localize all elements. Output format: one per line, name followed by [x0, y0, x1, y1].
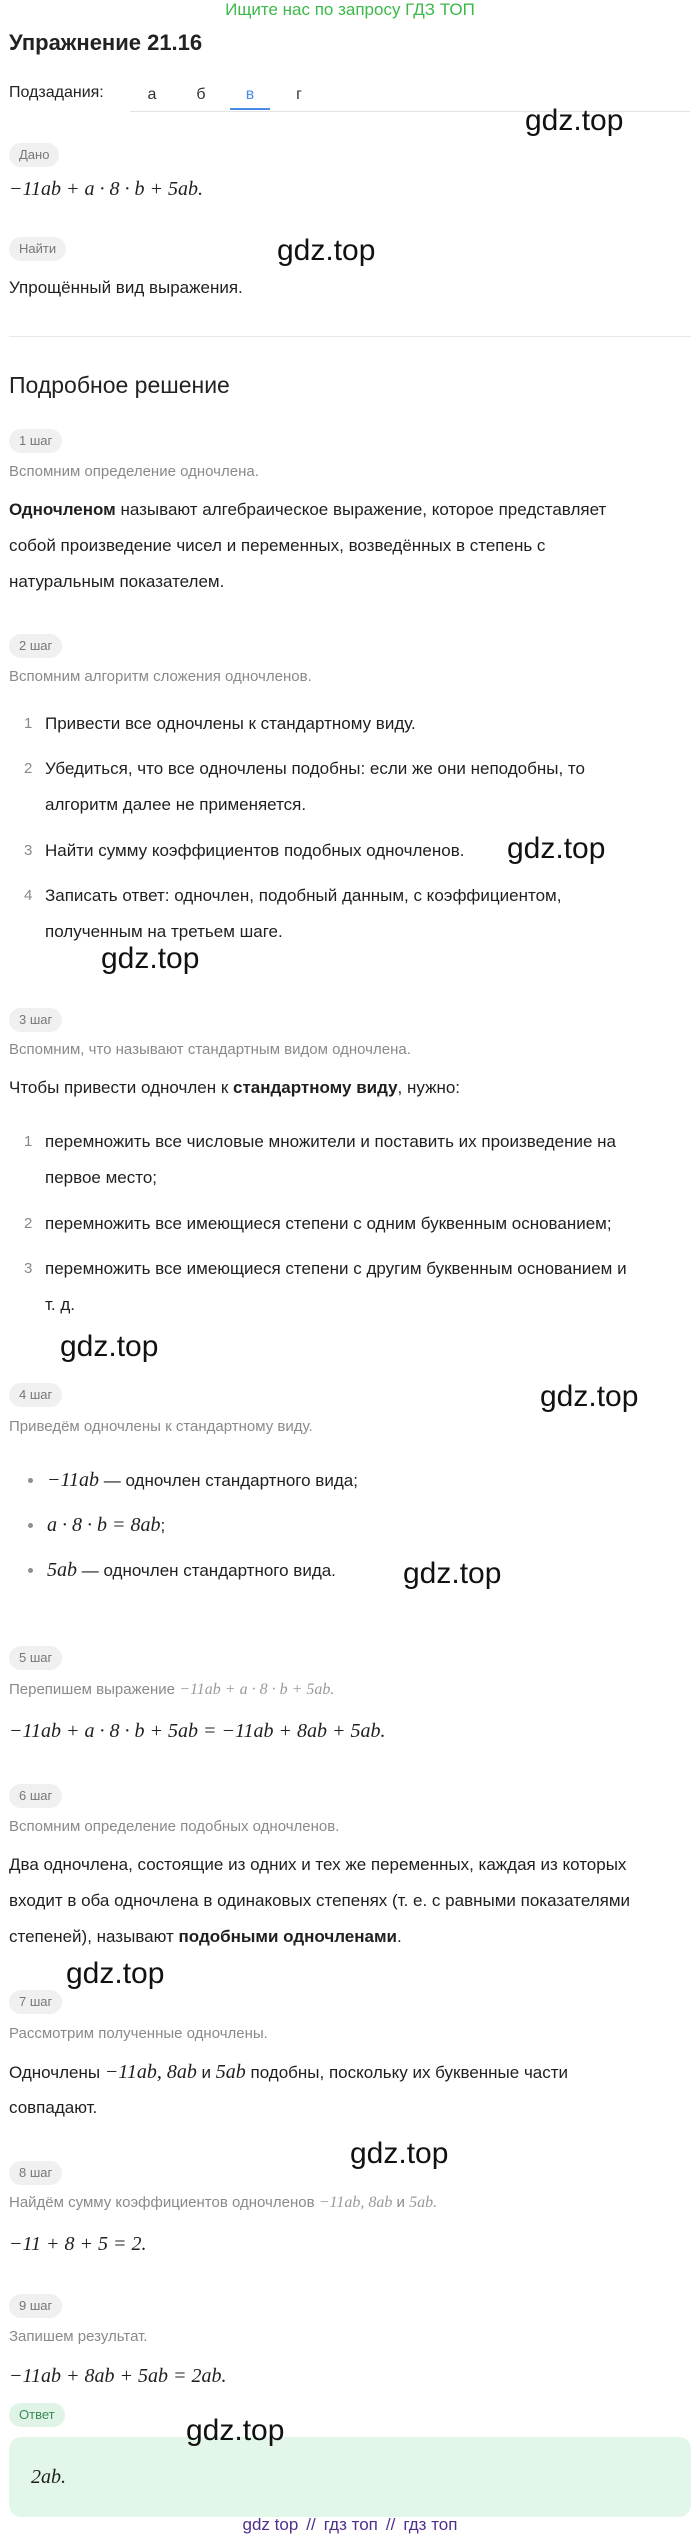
bullet-dot: [28, 1568, 33, 1573]
watermark: gdz.top: [525, 104, 624, 137]
step-6-note: Вспомним определение подобных одночленов.: [9, 1818, 340, 1835]
step-3-intro-b: , нужно:: [397, 1078, 461, 1097]
bullet-dot: [28, 1478, 33, 1483]
step-3-item-1-line-2: первое место;: [45, 1168, 158, 1187]
search-banner: Ищите нас по запросу ГДЗ ТОП: [225, 0, 475, 19]
step-4-bullet-3: [47, 1552, 336, 1589]
step-4-bullet-2: [47, 1507, 165, 1544]
step-3-item-3-line-2: т. д.: [45, 1295, 75, 1314]
step-1-badge: 1 шаг: [9, 429, 62, 453]
step-5-expression: −11ab + a · 8 · b + 5ab = −11ab + 8ab + 5ab.: [9, 1720, 386, 1742]
step-4-bullet-2-math: a · 8 · b = 8ab: [47, 1514, 161, 1536]
watermark: gdz.top: [507, 832, 606, 865]
step-6-line-1: Два одночлена, состоящие из одних и тех же переменных, каждая из которых: [9, 1855, 627, 1874]
step-2-item-4-line-2: полученным на третьем шаге.: [45, 922, 283, 941]
given-badge: Дано: [9, 143, 59, 167]
footer-separator: //: [385, 2515, 396, 2534]
step-3-item-1-line-1: перемножить все числовые множители и поставить их произведение на: [45, 1132, 616, 1151]
step-8-expression: −11 + 8 + 5 = 2.: [9, 2233, 147, 2255]
step-3-intro-a: Чтобы привести одночлен к: [9, 1078, 233, 1097]
step-5-note-text: Перепишем выражение: [9, 1681, 175, 1698]
bullet-dot: [28, 1523, 33, 1528]
step-9-badge: 9 шаг: [9, 2294, 62, 2318]
step-6-badge: 6 шаг: [9, 1784, 62, 1808]
step-2-item-4-number: 4: [24, 887, 33, 904]
answer-box: [9, 2437, 691, 2517]
subtask-tab-a[interactable]: а: [147, 86, 157, 103]
step-7-line-1-b: и: [196, 2063, 216, 2082]
step-3-item-2-number: 2: [24, 1215, 33, 1232]
subtask-tab-v[interactable]: в: [230, 80, 270, 110]
answer-badge: Ответ: [9, 2403, 65, 2427]
step-2-item-1-number: 1: [24, 715, 33, 732]
step-7-line-1-a: Одночлены: [9, 2063, 105, 2082]
step-1-note: Вспомним определение одночлена.: [9, 463, 259, 480]
step-4-note: Приведём одночлены к стандартному виду.: [9, 1418, 313, 1435]
step-8-note-math-2: 5ab.: [409, 2194, 438, 2211]
step-2-item-1: Привести все одночлены к стандартному виду.: [45, 714, 416, 733]
watermark: gdz.top: [350, 2137, 449, 2170]
step-7-line-1-c: подобны, поскольку их буквенные части: [245, 2063, 569, 2082]
footer-link-gdz-top-ru-2[interactable]: гдз топ: [403, 2515, 458, 2534]
step-3-item-2: перемножить все имеющиеся степени с одним буквенным основанием;: [45, 1214, 612, 1233]
step-7-badge: 7 шаг: [9, 1990, 62, 2014]
step-4-bullet-3-text: — одночлен стандартного вида.: [77, 1561, 336, 1580]
page-title: Упражнение 21.16: [9, 30, 203, 55]
step-4-badge: 4 шаг: [9, 1383, 62, 1407]
step-8-note: [9, 2193, 437, 2213]
step-9-note: Запишем результат.: [9, 2328, 148, 2345]
step-7-line-1-math: −11ab, 8ab: [104, 2061, 197, 2083]
section-divider: [9, 336, 691, 337]
step-9-expression: −11ab + 8ab + 5ab = 2ab.: [9, 2365, 227, 2387]
step-2-item-2-line-1: Убедиться, что все одночлены подобны: если же они неподобны, то: [45, 759, 585, 778]
step-6-line-3-b: .: [396, 1927, 402, 1946]
step-3-badge: 3 шаг: [9, 1008, 62, 1032]
step-3-intro: [9, 1070, 689, 1106]
step-3-item-1-number: 1: [24, 1133, 33, 1150]
step-8-badge: 8 шаг: [9, 2161, 62, 2185]
footer-link-gdz-top[interactable]: gdz top: [242, 2515, 299, 2534]
step-7-note: Рассмотрим полученные одночлены.: [9, 2025, 268, 2042]
step-2-item-4-line-1: Записать ответ: одночлен, подобный данным, с коэффициентом,: [45, 886, 562, 905]
subtask-tab-g[interactable]: г: [296, 86, 302, 103]
step-5-note-math: −11ab + a · 8 · b + 5ab.: [179, 1681, 335, 1698]
monomial-term: Одночленом: [9, 500, 116, 519]
step-7-line-1: [9, 2054, 689, 2091]
step-8-note-and: и: [392, 2194, 410, 2211]
footer-link-gdz-top-ru[interactable]: гдз топ: [323, 2515, 378, 2534]
step-8-note-text: Найдём сумму коэффициентов одночленов: [9, 2194, 315, 2211]
similar-monomials-term: подобными одночленами: [178, 1927, 397, 1946]
watermark: gdz.top: [186, 2414, 285, 2447]
step-4-bullet-1-text: — одночлен стандартного вида;: [99, 1471, 358, 1490]
solution-title: Подробное решение: [9, 372, 230, 398]
step-3-item-3-number: 3: [24, 1260, 33, 1277]
find-badge: Найти: [9, 237, 66, 261]
footer-separator: //: [306, 2515, 316, 2534]
step-1-line-1: [9, 492, 689, 528]
step-4-bullet-1: [47, 1462, 358, 1499]
watermark: gdz.top: [60, 1330, 159, 1363]
footer-links: [0, 2514, 700, 2536]
standard-form-term: стандартному виду: [233, 1078, 398, 1097]
watermark: gdz.top: [403, 1557, 502, 1590]
step-3-note: Вспомним, что называют стандартным видом одночлена.: [9, 1041, 411, 1058]
watermark: gdz.top: [277, 234, 376, 267]
step-5-note: [9, 1680, 334, 1700]
step-2-item-3: Найти сумму коэффициентов подобных одночленов.: [45, 841, 465, 860]
step-2-item-2-number: 2: [24, 760, 33, 777]
step-1-line-2: собой произведение чисел и переменных, возведённых в степень с: [9, 536, 546, 555]
step-8-note-math: −11ab, 8ab: [318, 2194, 393, 2211]
step-6-line-3: [9, 1919, 689, 1955]
step-2-item-2-line-2: алгоритм далее не применяется.: [45, 795, 307, 814]
step-2-badge: 2 шаг: [9, 634, 62, 658]
given-expression: −11ab + a · 8 · b + 5ab.: [9, 178, 204, 200]
subtasks-label: Подзадания:: [9, 84, 104, 101]
subtask-tab-b[interactable]: б: [196, 86, 206, 103]
answer-value: 2ab.: [31, 2466, 66, 2488]
watermark: gdz.top: [101, 942, 200, 975]
step-2-note: Вспомним алгоритм сложения одночленов.: [9, 668, 312, 685]
step-5-badge: 5 шаг: [9, 1646, 62, 1670]
step-7-line-1-math-2: 5ab: [215, 2061, 246, 2083]
step-7-line-2: совпадают.: [9, 2098, 98, 2117]
watermark: gdz.top: [540, 1380, 639, 1413]
step-4-bullet-2-text: ;: [160, 1516, 166, 1535]
step-1-line-3: натуральным показателем.: [9, 572, 225, 591]
step-6-line-3-a: степеней), называют: [9, 1927, 179, 1946]
step-4-bullet-3-math: 5ab: [47, 1559, 77, 1581]
step-3-item-3-line-1: перемножить все имеющиеся степени с другим буквенным основанием и: [45, 1259, 627, 1278]
step-6-line-2: входит в оба одночлена в одинаковых степенях (т. е. с равными показателями: [9, 1891, 631, 1910]
step-4-bullet-1-math: −11ab: [47, 1469, 100, 1491]
find-text: Упрощённый вид выражения.: [9, 278, 243, 297]
step-1-line-1-text: называют алгебраическое выражение, которое представляет: [115, 500, 607, 519]
watermark: gdz.top: [66, 1957, 165, 1990]
step-2-item-3-number: 3: [24, 842, 33, 859]
